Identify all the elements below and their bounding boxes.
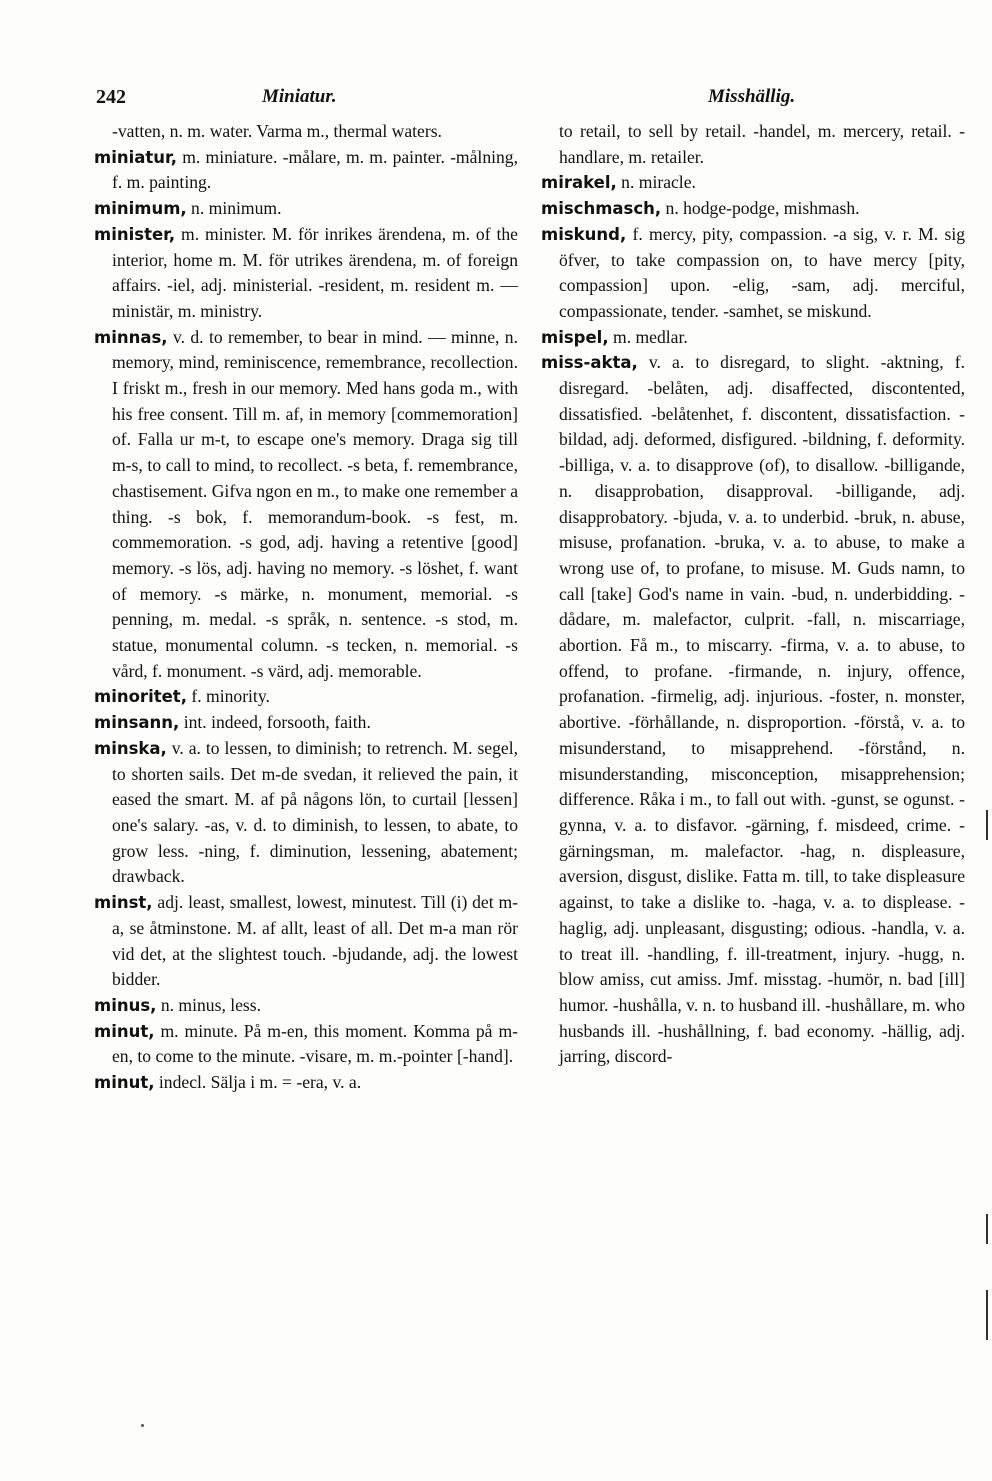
headword: minut, [94, 1021, 155, 1041]
dictionary-entry: minsann, int. indeed, forsooth, faith. [94, 712, 371, 733]
headword: minnas, [94, 327, 168, 347]
dictionary-entry: minut, m. minute. På m-en, this moment. Komma på m-en, to come to the minute. -visare, m. m.-pointer [-hand]. [94, 1020, 518, 1067]
dictionary-entry: minoritet, f. minority. [94, 686, 270, 707]
headword: minsann, [94, 713, 180, 733]
dictionary-entry: mispel, m. medlar. [541, 326, 688, 347]
margin-mark [986, 1290, 988, 1340]
dictionary-entry: minister, m. minister. M. för inrikes ärendena, m. of the interior, home m. M. för utrikes ärendena, m. of foreign affairs. -iel, adj. ministerial. -resident, m. resident m. — ministär, m. ministry. [94, 223, 518, 321]
headword: minus, [94, 995, 157, 1015]
dictionary-entry: minut, indecl. Sälja i m. = -era, v. a. [94, 1072, 362, 1093]
headword: miniatur, [94, 147, 177, 167]
headword: minst, [94, 893, 153, 913]
headword: minoritet, [94, 687, 187, 707]
headword: minut, [94, 1073, 155, 1093]
headword: mischmasch, [541, 199, 662, 219]
dictionary-entry: minska, v. a. to lessen, to diminish; to retrench. M. segel, to shorten sails. Det m-de svedan, it relieved the pain, it eased the smart. M. af på någons lön, to curtail [lessen] one's salary. -as, v. d. to diminish, to lessen, to abate, to grow less. -ning, f. diminution, lessening, abatement; drawback. [94, 737, 518, 887]
right-guide-word: Misshällig. [708, 86, 796, 107]
headword: minimum, [94, 199, 187, 219]
headword: miskund, [541, 224, 627, 244]
margin-mark [986, 1214, 988, 1244]
page-speck [141, 1424, 144, 1427]
dictionary-entry: mirakel, n. miracle. [541, 172, 696, 193]
headword: minister, [94, 224, 176, 244]
right-column [541, 119, 965, 1070]
dictionary-entry: minnas, v. d. to remember, to bear in mind. — minne, n. memory, mind, reminiscence, remembrance, recollection. I friskt m., fresh in our memory. Med hans goda m., with his free consent. Till m. af, in memory [commemoration] of. Falla ur m-t, to escape one's memory. Draga sig till m-s, to call to mind, to recollect. -s beta, f. remembrance, chastisement. Gifva ngon en m., to make one remember a thing. -s bok, f. memorandum-book. -s fest, m. commemoration. -s god, adj. having a retentive [good] memory. -s lös, adj. having no memory. -s löshet, f. want of memory. -s märke, n. monument, memorial. -s penning, m. medal. -s språk, n. sentence. -s stod, m. statue, monumental column. -s tecken, n. memorial. -s vård, f. monument. -s värd, adj. memorable. [94, 326, 518, 681]
left-column [94, 119, 518, 1096]
dictionary-entry: mischmasch, n. hodge-podge, mishmash. [541, 198, 860, 219]
dictionary-entry: miskund, f. mercy, pity, compassion. -a sig, v. r. M. sig öfver, to take compassion on, to have mercy [pity, compassion] upon. -elig, -sam, adj. merciful, compassionate, tender. -samhet, se miskund. [541, 223, 965, 321]
headword: mirakel, [541, 173, 617, 193]
page-number: 242 [96, 86, 126, 108]
headword: mispel, [541, 327, 609, 347]
left-guide-word: Miniatur. [262, 86, 337, 107]
headword: miss-akta, [541, 353, 638, 373]
headword: minska, [94, 738, 167, 758]
dictionary-entry: to retail, to sell by retail. -handel, m. mercery, retail. -handlare, m. retailer. [559, 121, 965, 167]
dictionary-entry: minst, adj. least, smallest, lowest, minutest. Till (i) det m-a, se åtminstone. M. af allt, least of all. Det m-a man rör vid det, at the slightest touch. -bjudande, adj. the lowest bidder. [94, 892, 518, 990]
running-header [96, 86, 961, 116]
margin-mark [986, 810, 988, 840]
dictionary-entry: -vatten, n. m. water. Varma m., thermal waters. [112, 121, 442, 141]
dictionary-entry: minus, n. minus, less. [94, 994, 262, 1015]
dictionary-entry: minimum, n. minimum. [94, 198, 282, 219]
dictionary-entry: miss-akta, v. a. to disregard, to slight. -aktning, f. disregard. -belåten, adj. disaffected, discontented, dissatisfied. -belåtenhet, f. discontent, dissatisfaction. -bildad, adj. deformed, disfigured. -bildning, f. deformity. -billiga, v. a. to disapprove (of), to disallow. -billigande, n. disapprobation, disapproval. -billigande, adj. disapprobatory. -bjuda, v. a. to underbid. -bruk, n. abuse, misuse, profanation. -bruka, v. a. to abuse, to make a wrong use of, to profane, to misuse. M. Guds namn, to call [take] God's name in vain. -bud, n. underbidding. -dådare, m. malefactor, culprit. -fall, n. miscarriage, abortion. Få m., to miscarry. -firma, v. a. to abuse, to offend, to profane. -firmande, n. injury, offence, profanation. -firmelig, adj. injurious. -foster, n. monster, abortive. -förhållande, n. disproportion. -förstå, v. a. to misunderstand, to misapprehend. -förstånd, n. misunderstanding, misconception, misapprehension; difference. Råka i m., to fall out with. -gunst, se ogunst. -gynna, v. a. to disfavor. -gärning, f. misdeed, crime. -gärningsman, m. malefactor. -hag, n. displeasure, aversion, disgust, dislike. Fatta m. till, to take displeasure against, to take a dislike to. -haga, v. a. to displease. -haglig, adj. unpleasant, disgusting; odious. -handla, v. a. to treat ill. -handling, f. ill-treatment, injury. -hugg, n. blow amiss, cut amiss. Jmf. misstag. -humör, n. bad [ill] humor. -hushålla, v. n. to husband ill. -hushållare, m. who husbands ill. -hushållning, f. bad economy. -hällig, adj. jarring, discord- [541, 352, 965, 1067]
dictionary-entry: miniatur, m. miniature. -målare, m. m. painter. -målning, f. m. painting. [94, 146, 518, 193]
